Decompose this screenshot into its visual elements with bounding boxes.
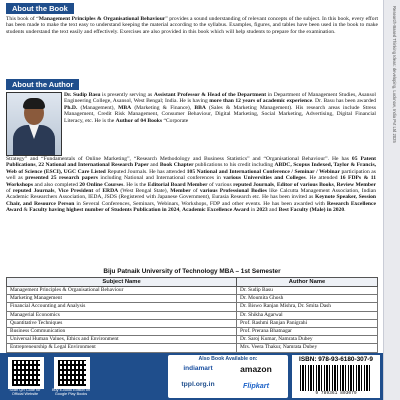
university-title: [0, 268, 384, 275]
barcode-digits: 9 789361 803079: [315, 391, 357, 396]
author-cell: Dr. Biswo Ranjan Mishra, Dr. Smita Dash: [237, 303, 378, 311]
flipkart-logo[interactable]: Flipkart: [243, 381, 269, 390]
available-title: Also Book Available on:: [198, 356, 258, 362]
author-photo: [6, 92, 62, 156]
about-book-text-post: ” provides a sound understanding of relevant concepts of the subject. In this book, every effort has been made to make the text easy to understand keeping the material according to the syllabus. Examples, figures, and tables have been used in the book to make students understand the text easily and effectively. Exercises are also provided in this book which will help students to prepare for the examination.: [6, 16, 378, 35]
author-cell: Prof. Prerana Bhatnagar: [237, 327, 378, 335]
subject-cell: Managerial Economics: [7, 311, 237, 319]
stores-box: [168, 355, 288, 398]
subject-cell: Financial Accounting and Analysis: [7, 303, 237, 311]
isbn-number: ISBN: 978-93-6180-307-9: [299, 356, 373, 363]
table-row: [7, 319, 378, 327]
isbn-barcode: [300, 365, 372, 391]
table-row: [7, 311, 378, 319]
spine-strip: [383, 0, 400, 400]
isbn-box: [292, 355, 380, 398]
about-book-text-pre: This book of “: [6, 16, 39, 22]
ebook-qr-code[interactable]: [54, 357, 90, 389]
subject-cell: Quantitative Techniques: [7, 319, 237, 327]
university-title-text: Biju Patnaik University of Technology MBA – 1st Semester: [103, 268, 281, 275]
website-qr-code[interactable]: [8, 357, 44, 389]
author-cell: Dr. Shikha Agarwal: [237, 311, 378, 319]
subject-cell: Marketing Management: [7, 295, 237, 303]
about-book-title-bold: Management Principles & Organisational Behaviour: [38, 16, 166, 22]
about-book-heading: About the Book: [6, 3, 74, 14]
footer-band: [0, 353, 384, 400]
table-row: [7, 303, 378, 311]
about-author-heading: About the Author: [6, 79, 79, 90]
table-row: [7, 295, 378, 303]
subject-cell: Universal Human Values, Ethics and Environment: [7, 336, 237, 344]
ebook-qr-caption: Buy E-Book Edition on Google Play Books: [52, 388, 90, 397]
col-subject-name: Subject Name: [7, 278, 237, 287]
author-cell: Dr. Saroj Kumar, Namrata Dubey: [237, 336, 378, 344]
tppl-website-logo[interactable]: tppl.org.in: [181, 381, 215, 388]
author-cell: Prof. Rashmi Ranjan Panigrahi: [237, 319, 378, 327]
table-header-row: [7, 278, 378, 287]
author-bio-part1: Dr. Sudip Basu is presently serving as Assistant Professor & Head of the Department in Department of Management Studies, Asansol Engineering College, Asansol, West Bengal; India. He is having more than 12 years of academic experience. Dr. Basu has been awarded Ph.D. (Management), MBA (Marketing & Finance), BBA (Sales & Marketing Management). His research areas include Stress Management, Credit Risk Management, Consumer Behaviour, Digital Marketing, Social Marketing, Advertising, Digital Financial Literacy, etc. He is the Author of 04 Books “Corporate: [64, 92, 377, 124]
subject-cell: Business Communication: [7, 327, 237, 335]
author-cell: Dr. Moumita Ghosh: [237, 295, 378, 303]
author-cell: Dr. Sudip Basu: [237, 287, 378, 295]
table-row: [7, 336, 378, 344]
subjects-table: [6, 277, 378, 361]
table-row: [7, 287, 378, 295]
author-cell: Mrs. Veera Thakur, Namrata Dubey: [237, 344, 378, 352]
col-author-name: Author Name: [237, 278, 378, 287]
spine-text: Research-Based Thinking Ideas: developing, Lucknow, India Pvt Ltd 2025: [392, 6, 397, 143]
subject-cell: Management Principles & Organisational Behaviour: [7, 287, 237, 295]
author-bio-part2: Strategy” and “Fundamentals of Online Marketing”, “Research Methodology and Business Statistics” and “Organisational Behaviour”. He has 05 Patent Publications, 22 National and International Research Paper and Book Chapter publications to his credit including ABDC, Scopus Indexed, Taylor & Francis, Web of Science (ESCI), UGC Care Listed Reputed Journals. He has attended 105 National and International Conference / Seminar / Webinar participation as well as presented 25 research papers including National and International conferences in various Universities and Colleges. He attended 16 FDPs & 11 Workshops and also completed 20 Online Courses. He is the Editorial Board Member of various reputed Journals, Editor of various Books, Review Member of reputed Journals, Vice President of ERDA (West Bengal State), Member of various Professional Bodies like Calcutta Management Association, Indian Academic Researchers Association, IEDA, JSDS (Registered with Japanese Government), Eurasia Research etc. He has been invited as Keynote Speaker, Session Chair, and Resource Person in Several Conferences, Seminars, Webinars, Workshops, FDP and other events. He has been awarded with Research Excellence Award & Faculty having highest number of Students Publication in 2024, Academic Excellence Award in 2023 and Best Faculty (Male) in 2020.: [6, 156, 377, 214]
subject-cell: Entrepreneurship & Legal Environment: [7, 344, 237, 352]
table-row: [7, 344, 378, 352]
table-row: [7, 327, 378, 335]
about-book-text: [6, 16, 378, 35]
amazon-logo[interactable]: amazon: [240, 364, 272, 374]
website-qr-caption: Scan QR Code for Official Website: [9, 388, 41, 397]
indiamart-logo[interactable]: indiamart: [183, 365, 213, 372]
